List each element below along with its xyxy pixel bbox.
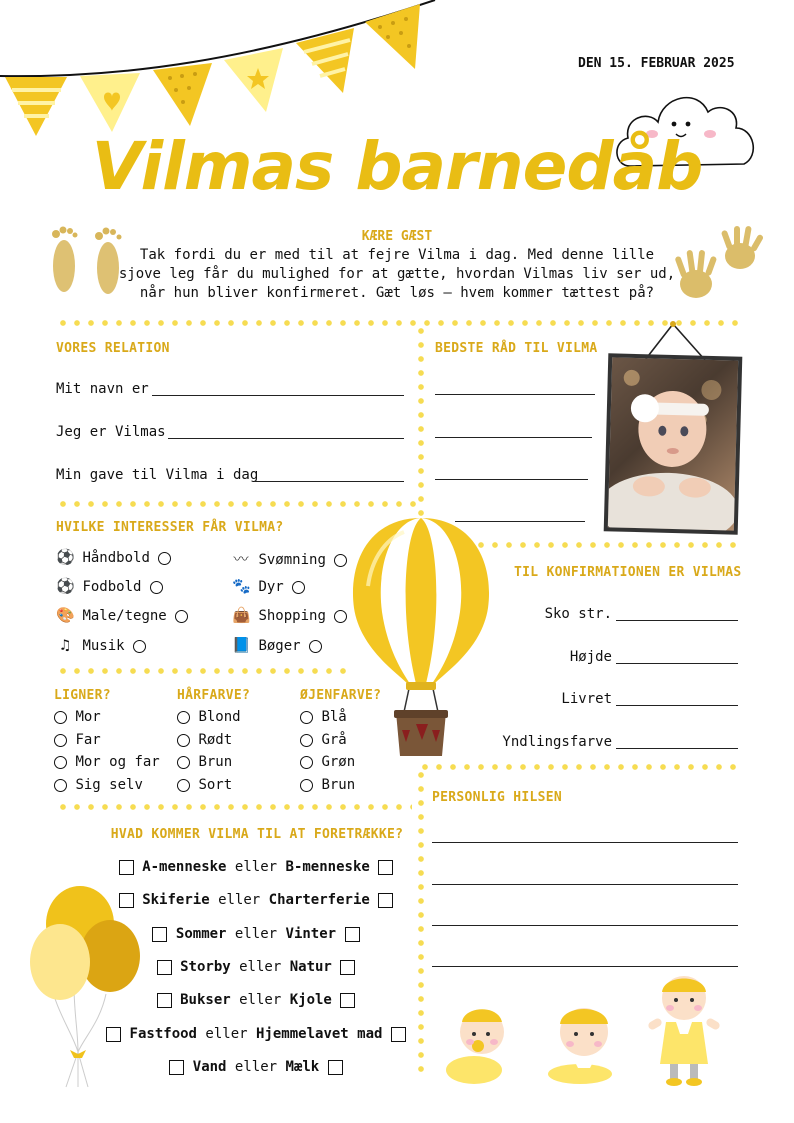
divider-dots (418, 764, 742, 770)
music-note-icon: ♫ (60, 636, 70, 654)
preference-option: B-menneske (285, 859, 370, 875)
advice-line[interactable] (435, 437, 592, 438)
interest-option[interactable] (56, 548, 171, 566)
preference-checkbox[interactable] (328, 1060, 343, 1075)
option-label: Sort (198, 777, 233, 793)
preference-checkbox[interactable] (169, 1060, 184, 1075)
option-radio[interactable] (300, 711, 313, 724)
haar-heading: HÅRFARVE? (177, 688, 251, 703)
interest-label: Håndbold (82, 550, 150, 566)
relation-heading: VORES RELATION (56, 341, 170, 356)
relation-name-label: Mit navn er (56, 381, 149, 397)
book-icon: 📘 (232, 636, 251, 654)
interest-radio[interactable] (158, 552, 171, 565)
paw-icon: 🐾 (232, 577, 251, 595)
interest-radio[interactable] (309, 640, 322, 653)
preference-option: Kjole (289, 992, 332, 1008)
ball-icon: ⚽ (56, 577, 75, 595)
relation-name-field[interactable] (152, 395, 404, 396)
preference-connector: eller (205, 1026, 248, 1042)
pennant-flag (224, 48, 283, 112)
interest-radio[interactable] (150, 581, 163, 594)
interest-label: Fodbold (82, 579, 142, 595)
preference-option: Hjemmelavet mad (256, 1026, 383, 1042)
divider-dots (418, 324, 424, 520)
oejne-heading: ØJENFARVE? (300, 688, 382, 703)
haar-option[interactable] (177, 709, 241, 725)
preference-connector: eller (234, 1059, 278, 1075)
interest-label: Svømning (258, 552, 326, 568)
interest-option[interactable] (56, 636, 146, 654)
confirmation-dish-label: Livret (561, 691, 612, 707)
preference-checkbox[interactable] (119, 860, 134, 875)
option-radio[interactable] (300, 779, 313, 792)
preference-option: Storby (180, 959, 231, 975)
preference-option: A-menneske (142, 859, 227, 875)
divider-dots (56, 668, 346, 674)
preference-checkbox[interactable] (340, 993, 355, 1008)
option-radio[interactable] (54, 711, 67, 724)
haar-option[interactable] (177, 754, 232, 770)
advice-heading: BEDSTE RÅD TIL VILMA (435, 341, 598, 356)
relation-role-field[interactable] (168, 438, 404, 439)
interest-label: Shopping (258, 608, 326, 624)
oejne-option[interactable] (300, 709, 347, 725)
confirmation-dish-field[interactable] (616, 705, 738, 706)
baby-photo-illustration (608, 357, 738, 530)
preference-checkbox[interactable] (345, 927, 360, 942)
oejne-option[interactable] (300, 777, 355, 793)
interests-heading: HVILKE INTERESSER FÅR VILMA? (56, 520, 284, 535)
preference-row (26, 859, 486, 875)
preference-connector: eller (239, 959, 282, 975)
interest-radio[interactable] (133, 640, 146, 653)
interest-label: Bøger (258, 638, 301, 654)
ball-icon: ⚽ (56, 548, 75, 566)
option-radio[interactable] (177, 734, 190, 747)
divider-dots (56, 501, 416, 507)
option-radio[interactable] (177, 779, 190, 792)
confirmation-color-field[interactable] (616, 748, 738, 749)
option-label: Grå (321, 732, 347, 748)
interest-option[interactable] (232, 577, 305, 595)
advice-line[interactable] (435, 479, 588, 480)
interest-radio[interactable] (292, 581, 305, 594)
option-radio[interactable] (54, 756, 67, 769)
preference-option: Charterferie (268, 892, 370, 908)
preference-connector: eller (218, 892, 261, 908)
interest-radio[interactable] (175, 610, 188, 623)
intro-line: når hun bliver konfirmeret. Gæt løs – hvem kommer tættest på? (139, 285, 655, 301)
preference-checkbox[interactable] (340, 960, 355, 975)
confirmation-heading: TIL KONFIRMATIONEN ER VILMAS (514, 565, 742, 580)
swimmer-icon: 〰 (233, 550, 249, 568)
ligner-option[interactable] (54, 777, 143, 793)
preference-checkbox[interactable] (391, 1027, 406, 1042)
relation-gift-field[interactable] (255, 481, 404, 482)
option-radio[interactable] (300, 756, 313, 769)
option-label: Brun (321, 777, 356, 793)
oejne-option[interactable] (300, 732, 347, 748)
relation-gift-label: Min gave til Vilma i dag (56, 467, 259, 483)
ligner-option[interactable] (54, 754, 160, 770)
option-label: Brun (198, 754, 233, 770)
interest-label: Dyr (258, 579, 284, 595)
intro-heading: KÆRE GÆST (361, 229, 433, 244)
baby-lying-icon (446, 1009, 504, 1084)
pennant-flag (80, 73, 140, 132)
relation-role-label: Jeg er Vilmas (56, 424, 166, 440)
preference-option: Fastfood (129, 1026, 197, 1042)
option-label: Rødt (198, 732, 233, 748)
preference-option: Natur (289, 959, 332, 975)
option-radio[interactable] (54, 734, 67, 747)
preference-option: Sommer (175, 926, 227, 942)
interest-label: Musik (82, 638, 125, 654)
preferences-heading: HVAD KOMMER VILMA TIL AT FORETRÆKKE? (110, 827, 404, 842)
pennant-flag (153, 63, 212, 126)
interest-option[interactable] (56, 606, 188, 624)
palette-icon: 🎨 (56, 606, 75, 624)
preference-checkbox[interactable] (378, 860, 393, 875)
option-label: Grøn (321, 754, 356, 770)
bunting-banner (0, 0, 440, 140)
preference-option: Mælk (285, 1059, 320, 1075)
divider-dots (56, 804, 412, 810)
greeting-line[interactable] (432, 884, 738, 885)
greeting-heading: PERSONLIG HILSEN (432, 790, 563, 805)
option-label: Far (75, 732, 101, 748)
interest-option[interactable] (232, 548, 347, 569)
pennant-flag (365, 4, 420, 69)
intro-line: sjove leg får du mulighed for at gætte, hvordan Vilmas liv ser ud, (118, 266, 676, 282)
hot-air-balloon-icon (348, 516, 494, 760)
baby-standing-icon (647, 976, 721, 1086)
confirmation-height-field[interactable] (616, 663, 738, 664)
preference-option: Skiferie (142, 892, 210, 908)
option-label: Mor (75, 709, 101, 725)
interest-option[interactable] (56, 577, 163, 595)
interest-radio[interactable] (334, 610, 347, 623)
preference-connector: eller (234, 926, 278, 942)
baby-crawling-icon (548, 1008, 612, 1084)
ligner-heading: LIGNER? (54, 688, 111, 703)
intro-line: Tak fordi du er med til at fejre Vilma i dag. Med denne lille (139, 247, 655, 263)
preference-checkbox[interactable] (157, 993, 172, 1008)
confirmation-color-label: Yndlingsfarve (502, 734, 612, 750)
preference-option: Bukser (180, 992, 231, 1008)
preference-checkbox[interactable] (157, 960, 172, 975)
intro-text (0, 246, 794, 303)
interest-radio[interactable] (334, 554, 347, 567)
option-label: Blond (198, 709, 241, 725)
event-date: DEN 15. FEBRUAR 2025 (578, 56, 735, 71)
preference-checkbox[interactable] (152, 927, 167, 942)
preference-connector: eller (239, 992, 282, 1008)
option-label: Blå (321, 709, 347, 725)
option-label: Mor og far (75, 754, 160, 770)
balloons-icon (26, 882, 146, 1092)
haar-option[interactable] (177, 777, 232, 793)
preference-option: Vinter (285, 926, 337, 942)
advice-line[interactable] (435, 394, 595, 395)
confirmation-height-label: Højde (569, 649, 612, 665)
option-label: Sig selv (75, 777, 143, 793)
preference-option: Vand (192, 1059, 227, 1075)
option-radio[interactable] (177, 756, 190, 769)
divider-dots (474, 542, 742, 548)
haar-option[interactable] (177, 732, 232, 748)
shopping-bag-icon: 👜 (232, 606, 251, 624)
ligner-option[interactable] (54, 732, 101, 748)
confirmation-shoe-label: Sko str. (544, 606, 612, 622)
preference-connector: eller (234, 859, 278, 875)
option-radio[interactable] (177, 711, 190, 724)
ligner-option[interactable] (54, 709, 101, 725)
greeting-line[interactable] (432, 842, 738, 843)
interest-label: Male/tegne (82, 608, 167, 624)
oejne-option[interactable] (300, 754, 355, 770)
option-radio[interactable] (300, 734, 313, 747)
page-title: Vilmas barnedåb (91, 128, 703, 205)
interest-option[interactable] (232, 636, 322, 654)
baby-photo (604, 353, 743, 534)
interest-option[interactable] (232, 606, 347, 624)
confirmation-shoe-field[interactable] (616, 620, 738, 621)
preference-checkbox[interactable] (378, 893, 393, 908)
option-radio[interactable] (54, 779, 67, 792)
babies-illustration (440, 972, 730, 1088)
